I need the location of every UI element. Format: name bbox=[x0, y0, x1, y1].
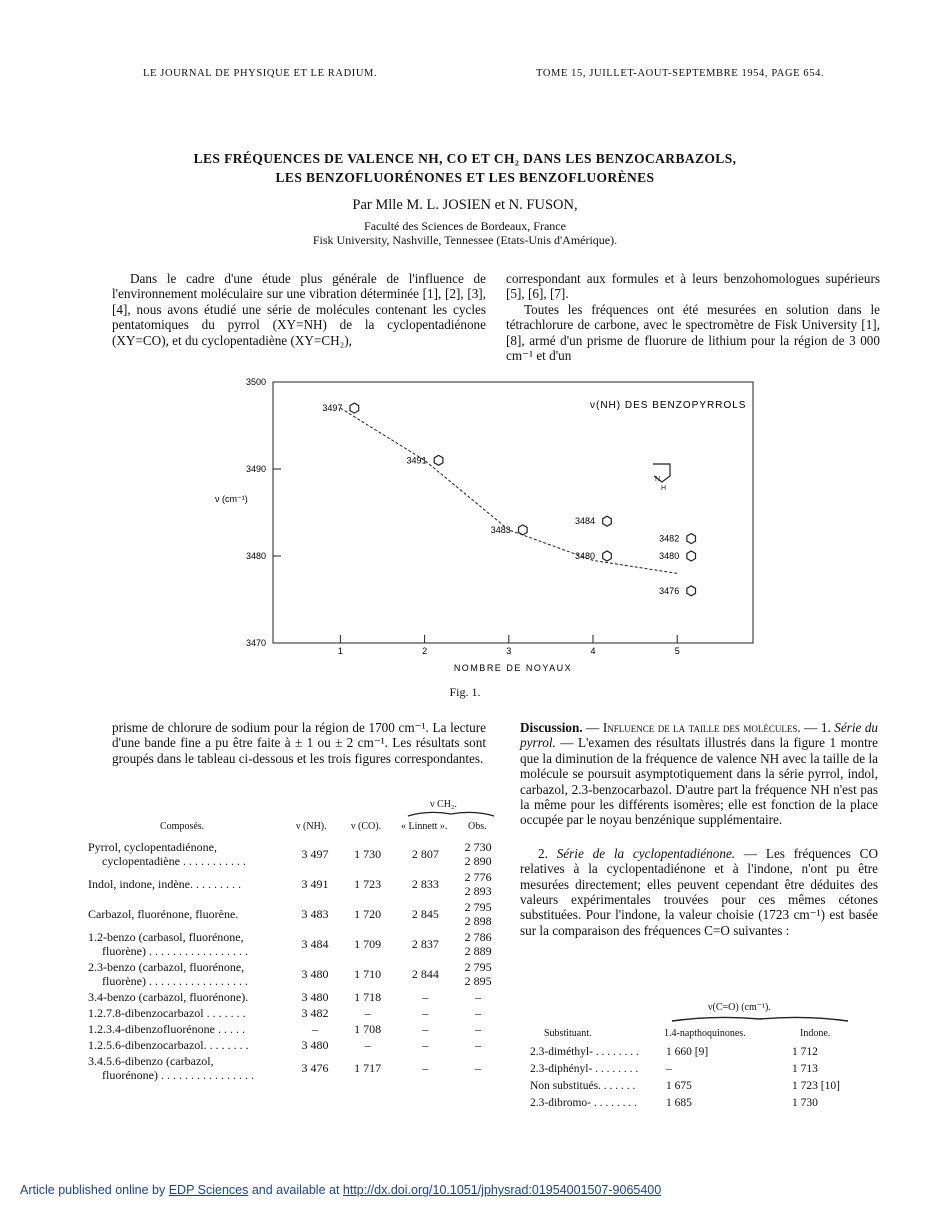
authors: Par Mlle M. L. JOSIEN et N. FUSON, bbox=[352, 197, 578, 213]
plot-frame bbox=[273, 382, 753, 643]
data-point-label: 3480 bbox=[574, 551, 595, 561]
svg-text:N: N bbox=[655, 476, 661, 483]
col-header-nh: ν (NH). bbox=[296, 821, 327, 832]
observed-value: – bbox=[475, 990, 482, 1004]
pyrrole-structure bbox=[653, 464, 670, 492]
linnett-value: – bbox=[422, 1038, 429, 1052]
molecule-glyph bbox=[350, 403, 359, 413]
y-axis-label: ν (cm⁻¹) bbox=[215, 494, 248, 504]
data-point bbox=[575, 516, 611, 526]
linnett-value: 2 833 bbox=[411, 877, 439, 891]
naphthoquinone-value: 1 660 [9] bbox=[666, 1046, 709, 1058]
table-row bbox=[88, 839, 498, 869]
co-value: – bbox=[364, 1038, 371, 1052]
compound-name: 1.2-benzo (carbasol, fluorénone, bbox=[88, 930, 244, 944]
linnett-value: 2 844 bbox=[411, 967, 439, 981]
co-value: 1 720 bbox=[354, 907, 382, 921]
co-value: 1 718 bbox=[354, 990, 382, 1004]
affiliation-1: Faculté des Sciences de Bordeaux, France bbox=[364, 219, 566, 233]
col-header-obs: Obs. bbox=[468, 821, 487, 832]
article-title-line1: LES FRÉQUENCES DE VALENCE NH, CO ET CH₂ DANS LES BENZOCARBAZOLS, bbox=[193, 151, 737, 166]
data-point-label: 3476 bbox=[659, 585, 680, 596]
table2-col-substituant: Substituant. bbox=[544, 1028, 592, 1039]
table-row bbox=[88, 959, 498, 989]
nh-value: 3 476 bbox=[301, 1061, 329, 1075]
y-tick-label: 3470 bbox=[245, 638, 266, 648]
col-header-compounds: Composés. bbox=[160, 821, 205, 832]
nh-value: 3 480 bbox=[301, 967, 329, 981]
trend-curve bbox=[340, 408, 680, 573]
affiliation-2: Fisk University, Nashville, Tennessee (Etats-Unis d'Amérique). bbox=[312, 233, 618, 247]
data-point-label: 3484 bbox=[574, 516, 595, 527]
nh-value: 3 491 bbox=[301, 877, 329, 891]
compound-name: fluorénone) . . . . . . . . . . . . . . . . bbox=[102, 1068, 254, 1082]
discussion-text-2: — Les fréquences CO relatives à la cyclopentadiénone et à l'indone, n'ont pu être mesurées directement; elles peuvent cependant être déduites des valeurs expérimentales trouvées pour ces mêmes cétones substituées. Pour l'indone, la valeur choisie (1723 cm⁻¹) est basée sur la comparaison des fréquences C=O suivantes : bbox=[520, 845, 878, 938]
col-header-co: ν (CO). bbox=[351, 821, 382, 832]
co-value: 1 730 bbox=[354, 847, 382, 861]
item-number-2: 2. bbox=[538, 845, 557, 861]
svg-text:H: H bbox=[661, 485, 667, 492]
naphthoquinone-value: 1 675 bbox=[666, 1080, 692, 1092]
intro-right-column bbox=[506, 271, 880, 363]
publication-footer bbox=[20, 1183, 661, 1197]
table-row bbox=[88, 929, 498, 959]
nh-value: 3 482 bbox=[301, 1006, 329, 1020]
intro-left-column bbox=[112, 271, 486, 348]
molecule-glyph bbox=[687, 586, 696, 596]
observed-value: 2 776 bbox=[464, 870, 492, 884]
data-point-label: 3491 bbox=[406, 455, 427, 466]
chart-title-line: ν(NH) DES BENZOPYRROLS bbox=[590, 400, 747, 411]
linnett-value: – bbox=[422, 1006, 429, 1020]
data-point bbox=[491, 525, 527, 535]
observed-value: – bbox=[475, 1022, 482, 1036]
x-tick-label: 3 bbox=[506, 646, 512, 656]
molecule-glyph bbox=[603, 551, 612, 561]
journal-name: LE JOURNAL DE PHYSIQUE ET LE RADIUM. bbox=[143, 68, 378, 79]
x-tick-label: 4 bbox=[590, 646, 596, 656]
item-number-1: — 1. bbox=[800, 720, 835, 735]
observed-value: – bbox=[475, 1006, 482, 1020]
doi-link[interactable]: http://dx.doi.org/10.1051/jphysrad:01954001507-9065400 bbox=[342, 1183, 662, 1197]
discussion-paragraph-1 bbox=[520, 720, 878, 828]
linnett-value: 2 807 bbox=[411, 847, 439, 861]
col-header-linnett: « Linnett ». bbox=[401, 821, 448, 832]
frequency-table bbox=[88, 799, 498, 1083]
linnett-value: – bbox=[422, 990, 429, 1004]
data-point bbox=[322, 403, 358, 413]
series-2-title: Série de la cyclopentadiénone. bbox=[556, 845, 736, 861]
dash: — bbox=[582, 720, 603, 735]
x-axis bbox=[338, 635, 680, 656]
data-point bbox=[659, 586, 695, 596]
observed-value: 2 895 bbox=[464, 974, 492, 988]
compound-name: fluorène) . . . . . . . . . . . . . . . . . bbox=[102, 974, 248, 988]
compound-name: 2.3-benzo (carbazol, fluorénone, bbox=[88, 960, 245, 974]
data-point bbox=[659, 534, 695, 544]
issue-info: TOME 15, JUILLET-AOUT-SEPTEMBRE 1954, PAGE 654. bbox=[536, 68, 825, 79]
indone-value: 1 723 [10] bbox=[792, 1080, 840, 1092]
series-1-title: Série du pyrrol. bbox=[520, 720, 879, 751]
observed-value: 2 893 bbox=[464, 884, 492, 898]
indone-value: 1 713 bbox=[792, 1063, 818, 1075]
data-point-label: 3483 bbox=[490, 524, 511, 535]
brace-icon bbox=[406, 810, 496, 818]
observed-value: 2 795 bbox=[464, 900, 492, 914]
linnett-value: 2 845 bbox=[411, 907, 439, 921]
co-value: 1 723 bbox=[354, 877, 382, 891]
discussion-heading: Discussion. bbox=[520, 720, 583, 735]
nh-value: 3 483 bbox=[301, 907, 329, 921]
methods-continued-paragraph bbox=[112, 720, 486, 766]
linnett-value: – bbox=[422, 1061, 429, 1075]
compound-name: 1.2.7.8-dibenzocarbazol . . . . . . . bbox=[88, 1006, 246, 1020]
observed-value: 2 890 bbox=[464, 854, 492, 868]
linnett-value: – bbox=[422, 1022, 429, 1036]
observed-value: – bbox=[475, 1038, 482, 1052]
compound-name: 1.2.3.4-dibenzofluorénone . . . . . bbox=[88, 1022, 245, 1036]
methods-text: prisme de chlorure de sodium pour la région de 1700 cm⁻¹. La lecture d'une bande fine a pu être faite à ± 1 ou ± 2 cm⁻¹. Les résultats sont groupés dans le tableau ci-dessous et les trois figures correspondantes. bbox=[112, 720, 486, 766]
publisher-link[interactable]: EDP Sciences bbox=[168, 1183, 249, 1197]
molecule-glyph bbox=[603, 516, 612, 526]
footer-middle: and available at bbox=[248, 1183, 343, 1197]
linnett-value: 2 837 bbox=[411, 937, 439, 951]
table-row bbox=[88, 1021, 498, 1037]
table2-col-naphtho: 1.4-napthoquinones. bbox=[664, 1028, 746, 1039]
x-tick-label: 2 bbox=[422, 646, 428, 656]
indone-value: 1 730 bbox=[792, 1097, 818, 1109]
intro-right-paragraph-2: Toutes les fréquences ont été mesurées en solution dans le tétrachlorure de carbone, avec le spectromètre de Fisk University [1], [8], armé d'un prisme de fluorure de lithium pour la région de 3 000 cm⁻¹ et d'un bbox=[506, 301, 880, 364]
co-value: 1 717 bbox=[354, 1061, 382, 1075]
observed-value: 2 889 bbox=[464, 944, 492, 958]
table2-row bbox=[530, 1063, 860, 1080]
compound-name: Carbazol, fluorénone, fluorène. bbox=[88, 907, 239, 921]
observed-value: 2 795 bbox=[464, 960, 492, 974]
discussion-text-1: — L'examen des résultats illustrés dans la figure 1 montre que la diminution de la fréquence de valence NH avec la taille de la molécule se poursuit asymptotiquement dans la série pyrrol, indol, carbazol, 2.3-benzocarbazol. D'autre part la fréquence NH n'est pas la même pour les différents isomères; elle est fonction de la place occupée par le noyau benzénique supplémentaire. bbox=[520, 735, 878, 828]
x-tick-label: 1 bbox=[337, 646, 343, 656]
discussion-paragraph-2 bbox=[520, 846, 878, 938]
y-tick-label: 3490 bbox=[245, 464, 266, 474]
compound-name: 1.2.5.6-dibenzocarbazol. . . . . . . . bbox=[88, 1038, 249, 1052]
brace-icon bbox=[670, 1015, 850, 1023]
co-value: – bbox=[364, 1006, 371, 1020]
compound-name: fluorène) . . . . . . . . . . . . . . . . . bbox=[102, 944, 248, 958]
molecule-glyph bbox=[687, 551, 696, 561]
figure-caption: Fig. 1. bbox=[449, 685, 481, 699]
observed-value: 2 730 bbox=[464, 840, 492, 854]
discussion-subheading: Influence de la taille des molécules. bbox=[602, 720, 801, 735]
table2-row bbox=[530, 1046, 860, 1063]
observed-value: – bbox=[475, 1061, 482, 1075]
x-axis-label: NOMBRE DE NOYAUX bbox=[453, 663, 573, 673]
y-tick-label: 3500 bbox=[245, 377, 266, 387]
co-frequency-table bbox=[530, 1002, 860, 1114]
table-row bbox=[88, 1053, 498, 1083]
intro-right-paragraph-1: correspondant aux formules et à leurs benzohomologues supérieurs [5], [6], [7]. bbox=[506, 271, 880, 302]
article-title-line2: LES BENZOFLUORÉNONES ET LES BENZOFLUORÈNES bbox=[275, 170, 655, 185]
data-point-label: 3482 bbox=[659, 533, 680, 544]
table-row bbox=[88, 1037, 498, 1053]
y-tick-label: 3480 bbox=[245, 551, 266, 561]
co-value: 1 709 bbox=[354, 937, 382, 951]
table-group-header: ν CH₂. bbox=[430, 799, 457, 810]
nh-value: 3 480 bbox=[301, 990, 329, 1004]
observed-value: 2 898 bbox=[464, 914, 492, 928]
discussion-section bbox=[520, 720, 878, 938]
table-body bbox=[88, 839, 498, 1083]
intro-paragraph: Dans le cadre d'une étude plus générale de l'influence de l'environnement moléculaire sur une vibration déterminée [1], [2], [3], [4], nous avons étudié une série de molécules contenant les cycles pentatomiques du pyrrol (XY=NH) de la cyclopentadiénone (XY=CO), et du cyclopentadiène (XY=CH₂), bbox=[112, 271, 486, 348]
substituent-name: 2.3-diméthyl- . . . . . . . . bbox=[530, 1046, 639, 1058]
data-point bbox=[407, 455, 443, 465]
table2-row bbox=[530, 1080, 860, 1097]
molecule-glyph bbox=[687, 534, 696, 544]
molecule-glyph bbox=[519, 525, 528, 535]
substituent-name: Non substitués. . . . . . . bbox=[530, 1080, 636, 1092]
data-point bbox=[659, 551, 695, 561]
nh-value: 3 480 bbox=[301, 1038, 329, 1052]
nh-value: – bbox=[311, 1022, 318, 1036]
nh-value: 3 497 bbox=[301, 847, 329, 861]
molecule-glyph bbox=[434, 455, 443, 465]
footer-prefix: Article published online by bbox=[20, 1183, 169, 1197]
naphthoquinone-value: 1 685 bbox=[666, 1097, 692, 1109]
data-point-label: 3497 bbox=[322, 403, 343, 414]
observed-value: 2 786 bbox=[464, 930, 492, 944]
co-value: 1 710 bbox=[354, 967, 382, 981]
table2-group-header: ν(C=O) (cm⁻¹). bbox=[708, 1002, 771, 1013]
table2-col-indone: Indone. bbox=[800, 1028, 831, 1039]
table2-row bbox=[530, 1097, 860, 1114]
data-point-label: 3480 bbox=[659, 551, 680, 561]
table-row bbox=[88, 1005, 498, 1021]
substituent-name: 2.3-dibromo- . . . . . . . . bbox=[530, 1097, 638, 1109]
compound-name: 3.4-benzo (carbazol, fluorénone). bbox=[88, 990, 249, 1004]
indone-value: 1 712 bbox=[792, 1046, 818, 1058]
naphthoquinone-value: – bbox=[666, 1063, 672, 1075]
y-axis bbox=[246, 377, 281, 648]
data-point bbox=[575, 551, 611, 561]
x-tick-label: 5 bbox=[674, 646, 680, 656]
nh-value: 3 484 bbox=[301, 937, 329, 951]
figure-1-chart bbox=[200, 370, 760, 680]
table2-body bbox=[530, 1046, 860, 1114]
compound-name: Pyrrol, cyclopentadiénone, bbox=[88, 840, 217, 854]
substituent-name: 2.3-diphényl- . . . . . . . . bbox=[530, 1063, 639, 1075]
data-points bbox=[322, 403, 695, 596]
table-row bbox=[88, 869, 498, 899]
compound-name: Indol, indone, indène. . . . . . . . . bbox=[88, 877, 241, 891]
table-row bbox=[88, 989, 498, 1005]
co-value: 1 708 bbox=[354, 1022, 382, 1036]
table-row bbox=[88, 899, 498, 929]
compound-name: cyclopentadiène . . . . . . . . . . . bbox=[102, 854, 246, 868]
compound-name: 3.4.5.6-dibenzo (carbazol, bbox=[88, 1054, 214, 1068]
